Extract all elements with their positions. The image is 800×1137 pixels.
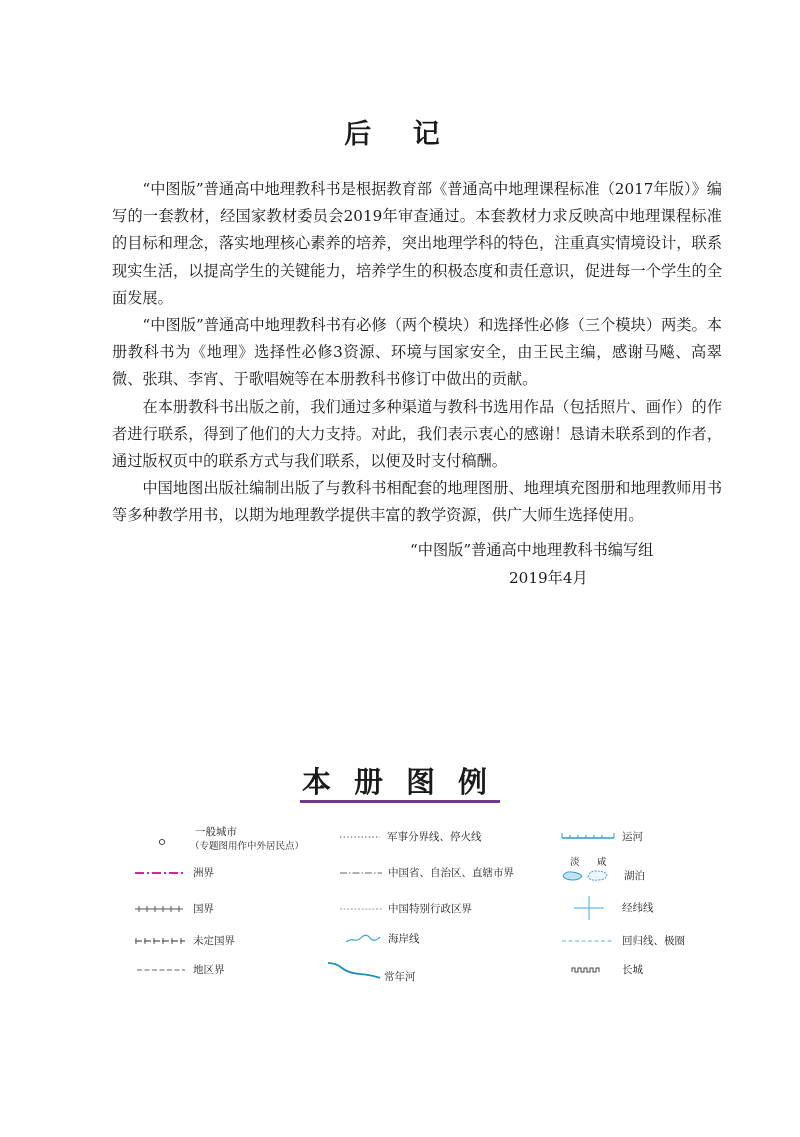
canal-icon bbox=[560, 829, 616, 845]
paragraph-4: 中国地图出版社编制出版了与教科书相配套的地理图册、地理填充图册和地理教师用书等多种教学用书，以期为地理教学提供丰富的教学资源，供广大师生选择使用。 bbox=[112, 479, 722, 525]
national-boundary-line-icon bbox=[133, 901, 188, 917]
region-boundary-line-icon bbox=[133, 962, 188, 978]
sar-boundary-line-icon bbox=[338, 901, 383, 917]
city-circle-icon bbox=[150, 833, 180, 849]
graticule-icon bbox=[560, 894, 616, 922]
afterword-title: 后 记 bbox=[344, 119, 456, 150]
paragraph-2: “中图版”普通高中地理教科书有必修（两个模块）和选择性必修（三个模块）两类。本册教科书为《地理》选择性必修3资源、环境与国家安全，由王民主编，感谢马飚、高翠微、张琪、李宵、于歌唱婉等在本册教科书修订中做出的贡献。 bbox=[112, 316, 722, 389]
great-wall-icon bbox=[570, 962, 610, 978]
legend-label-city: 一般城市 bbox=[195, 826, 237, 838]
legend-label-graticule: 经纬线 bbox=[622, 902, 654, 914]
legend-label-military-line: 军事分界线、停火线 bbox=[387, 831, 482, 843]
paragraph-3: 在本册教科书出版之前，我们通过多种渠道与教科书选用作品（包括照片、画作）的作者进行联系，得到了他们的大力支持。对此，我们表示衷心的感谢！恳请未联系到的作者，通过版权页中的联系方式与我们联系，以便及时支付稿酬。 bbox=[112, 397, 722, 471]
tropic-line-icon bbox=[560, 933, 616, 949]
legend-label-province-boundary: 中国省、自治区、直辖市界 bbox=[388, 867, 514, 879]
legend-label-undetermined-boundary: 未定国界 bbox=[193, 935, 235, 947]
legend-label-great-wall: 长城 bbox=[622, 964, 643, 976]
legend-label-region-boundary: 地区界 bbox=[193, 964, 225, 976]
legend-note-city: （专题图用作中外居民点） bbox=[190, 841, 305, 852]
legend-title-underline bbox=[300, 800, 500, 803]
legend-label-tropic-line: 回归线、极圈 bbox=[622, 935, 685, 947]
province-boundary-line-icon bbox=[338, 865, 383, 881]
undetermined-boundary-line-icon bbox=[133, 933, 188, 949]
legend-label-coastline: 海岸线 bbox=[388, 933, 420, 945]
legend-label-lake-fresh: 淡 bbox=[570, 857, 580, 868]
afterword-body bbox=[112, 176, 722, 530]
legend-label-lake: 湖泊 bbox=[624, 870, 645, 882]
legend-title: 本册图例 bbox=[301, 765, 510, 799]
military-line-icon bbox=[338, 829, 383, 845]
legend-label-lake-salt: 咸 bbox=[597, 857, 607, 868]
legend-label-continent-boundary: 洲界 bbox=[193, 867, 214, 879]
signature-date: 2019年4月 bbox=[509, 569, 588, 587]
legend-label-national-boundary: 国界 bbox=[193, 903, 214, 915]
paragraph-1: “中图版”普通高中地理教科书是根据教育部《普通高中地理课程标准（2017年版）》编写的一套教材，经国家教材委员会2019年审查通过。本套教材力求反映高中地理课程标准的目标和理念，落实地理核心素养的培养，突出地理学科的特色，注重真实情境设计，联系现实生活，以提高学生的关键能力，培养学生的积极态度和责任意识，促进每一个学生的全面发展。 bbox=[112, 180, 722, 307]
coastline-icon bbox=[344, 931, 384, 947]
lake-icon bbox=[560, 868, 616, 884]
legend-label-canal: 运河 bbox=[622, 831, 643, 843]
continent-boundary-line-icon bbox=[133, 865, 188, 881]
legend-label-river: 常年河 bbox=[384, 971, 416, 983]
signature-author: “中图版”普通高中地理教科书编写组 bbox=[410, 541, 654, 559]
legend-label-sar-boundary: 中国特别行政区界 bbox=[388, 903, 472, 915]
river-icon bbox=[326, 960, 382, 982]
